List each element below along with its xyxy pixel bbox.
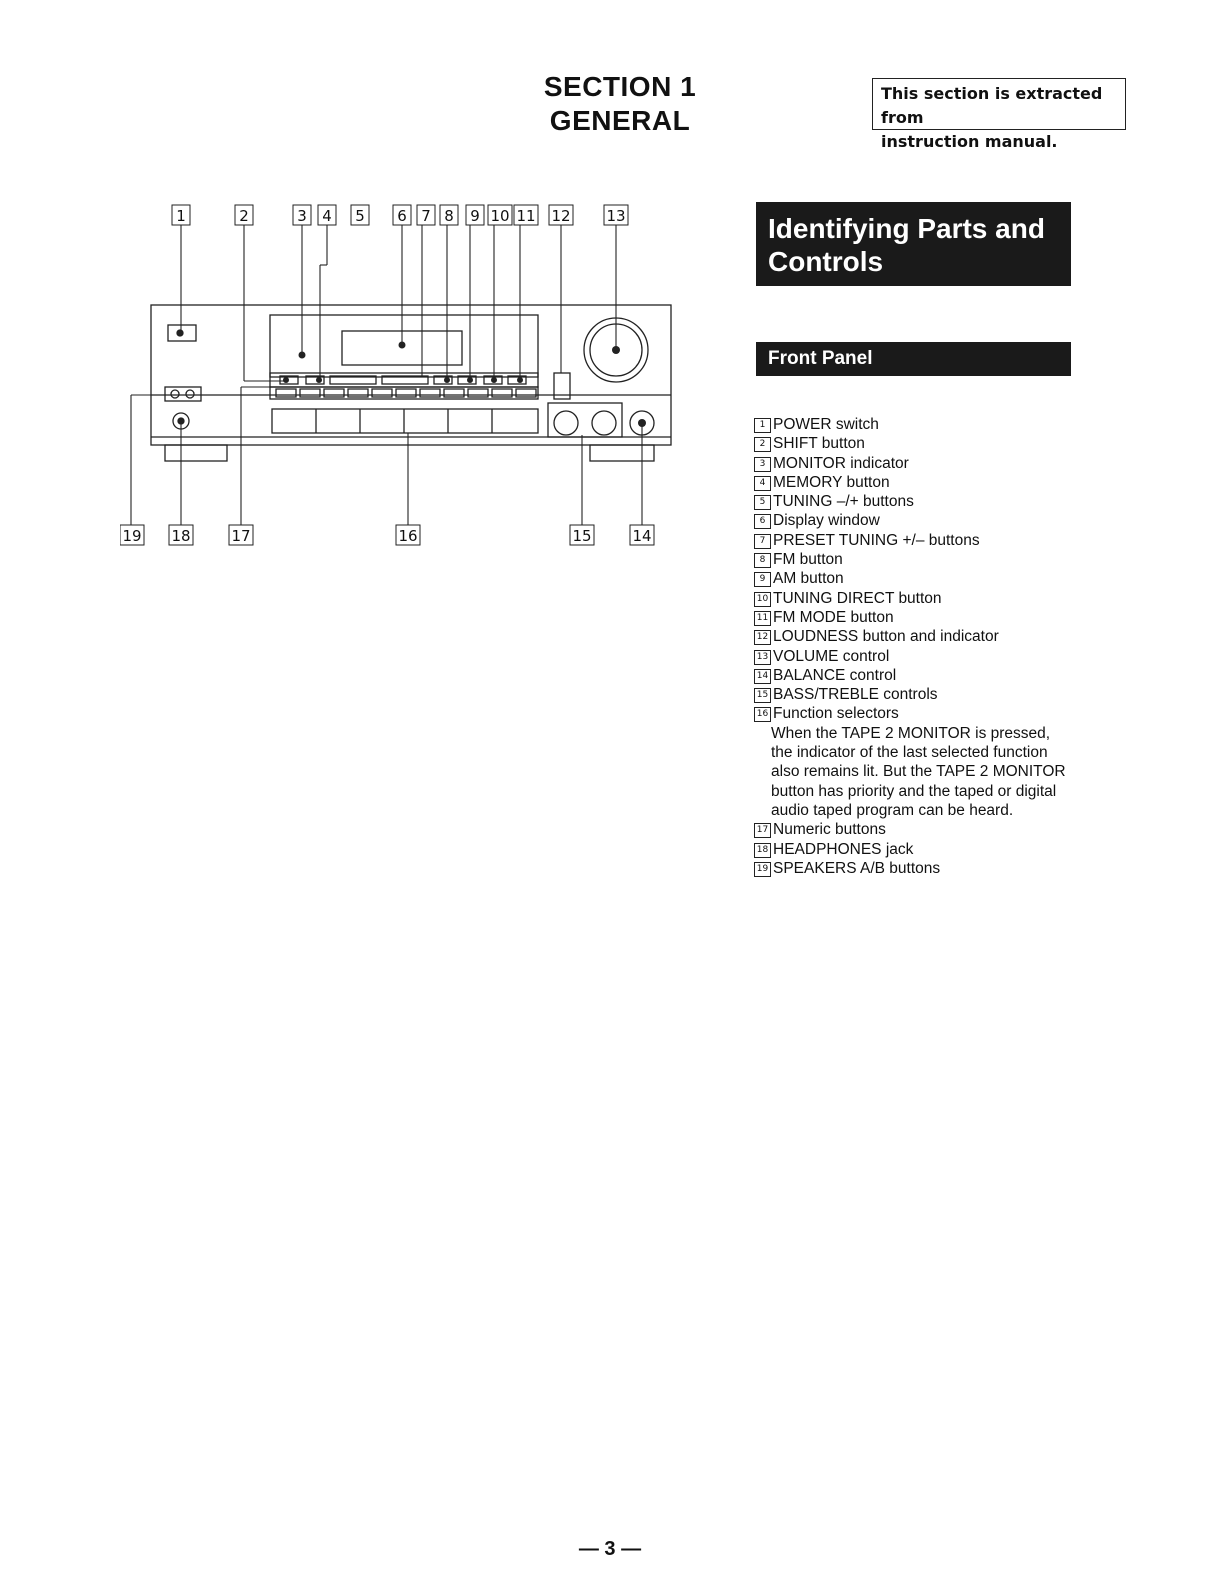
item-label: FM MODE button: [773, 608, 894, 626]
callout-5: 5: [355, 207, 365, 225]
heading-line1: Identifying Parts and: [768, 213, 1045, 244]
callout-16: 16: [398, 527, 418, 545]
item-label: Display window: [773, 512, 880, 530]
item-label: AM button: [773, 570, 844, 588]
callout-17: 17: [231, 527, 251, 545]
list-item: [754, 840, 1094, 859]
list-item: [754, 627, 1094, 646]
item-number: 3: [754, 457, 771, 472]
item-number: 8: [754, 553, 771, 568]
list-item: [754, 666, 1094, 685]
callout-11: 11: [516, 207, 536, 225]
item-number: 15: [754, 688, 771, 703]
identifying-parts-heading: [756, 202, 1071, 286]
callout-12: 12: [551, 207, 571, 225]
section-number: SECTION 1: [543, 71, 697, 102]
left-foot: [165, 445, 227, 461]
item-label: BALANCE control: [773, 666, 897, 684]
item-number: 11: [754, 611, 771, 626]
callout-8: 8: [444, 207, 454, 225]
item-label: TUNING –/+ buttons: [773, 493, 914, 511]
right-foot: [590, 445, 654, 461]
list-item: [754, 608, 1094, 627]
list-item: [754, 550, 1094, 569]
item-number: 7: [754, 534, 771, 549]
item-label: POWER switch: [773, 416, 879, 433]
function-selector-note: When the TAPE 2 MONITOR is pressed, the indicator of the last selected function also remains lit. But the TAPE 2 MONITOR button has priority and the taped or digital audio taped program can be heard.: [771, 724, 1066, 819]
item-number: 19: [754, 862, 771, 877]
list-item: [754, 647, 1094, 666]
item-number: 13: [754, 650, 771, 665]
list-item: [754, 434, 1094, 453]
item-label: TUNING DIRECT button: [773, 589, 942, 607]
item-label: LOUDNESS button and indicator: [773, 628, 999, 646]
item-label: MONITOR indicator: [773, 454, 909, 472]
parts-list: [754, 415, 1094, 878]
item-number: 10: [754, 592, 771, 607]
list-item: [754, 685, 1094, 704]
front-panel-heading: Front Panel: [756, 342, 1071, 376]
item-number: 2: [754, 437, 771, 452]
list-item: [754, 454, 1094, 473]
item-label: Numeric buttons: [773, 821, 886, 839]
item-label: FM button: [773, 551, 843, 569]
extract-note-box: [872, 78, 1126, 151]
callout-1: 1: [176, 207, 186, 225]
callout-15: 15: [572, 527, 592, 545]
callout-7: 7: [421, 207, 431, 225]
chassis-outline: [151, 305, 671, 445]
item-number: 6: [754, 514, 771, 529]
item-number: 16: [754, 707, 771, 722]
callout-13: 13: [606, 207, 626, 225]
list-item: [754, 492, 1094, 511]
list-item: [754, 820, 1094, 839]
section-title: [530, 70, 710, 138]
callout-14: 14: [632, 527, 652, 545]
item-label: MEMORY button: [773, 473, 890, 491]
item-label: BASS/TREBLE controls: [773, 686, 938, 704]
callout-3: 3: [297, 207, 307, 225]
item-number: 9: [754, 572, 771, 587]
item-label: PRESET TUNING +/– buttons: [773, 531, 980, 549]
extract-note-line2: instruction manual.: [881, 132, 1058, 151]
list-item: [754, 531, 1094, 550]
page-number: — 3 —: [578, 1538, 642, 1560]
list-item: [754, 473, 1094, 492]
front-panel-diagram: [120, 195, 680, 555]
callout-19: 19: [122, 527, 142, 545]
item-label: VOLUME control: [773, 647, 890, 665]
section-subtitle: GENERAL: [549, 105, 691, 136]
item-number: 12: [754, 630, 771, 645]
list-item: [754, 415, 1094, 434]
extract-note-line1: This section is extracted from: [881, 84, 1103, 127]
list-item: [754, 589, 1094, 608]
callout-9: 9: [470, 207, 480, 225]
list-item: [754, 704, 1094, 723]
heading-line2: Controls: [768, 246, 884, 277]
item-number: 5: [754, 495, 771, 510]
callout-4: 4: [322, 207, 332, 225]
function-selector-strip: [272, 409, 538, 433]
item-label: HEADPHONES jack: [773, 840, 914, 858]
callout-18: 18: [171, 527, 191, 545]
list-item: [754, 569, 1094, 588]
item-label: SHIFT button: [773, 435, 865, 453]
item-number: 17: [754, 823, 771, 838]
item-number: 14: [754, 669, 771, 684]
item-number: 1: [754, 418, 771, 433]
item-number: 18: [754, 843, 771, 858]
list-item: [754, 859, 1094, 878]
list-item: [754, 511, 1094, 530]
item-number: 4: [754, 476, 771, 491]
item-label: SPEAKERS A/B buttons: [773, 859, 941, 877]
item-label: Function selectors: [773, 705, 899, 723]
callout-6: 6: [397, 207, 407, 225]
callout-2: 2: [239, 207, 249, 225]
callout-10: 10: [490, 207, 510, 225]
